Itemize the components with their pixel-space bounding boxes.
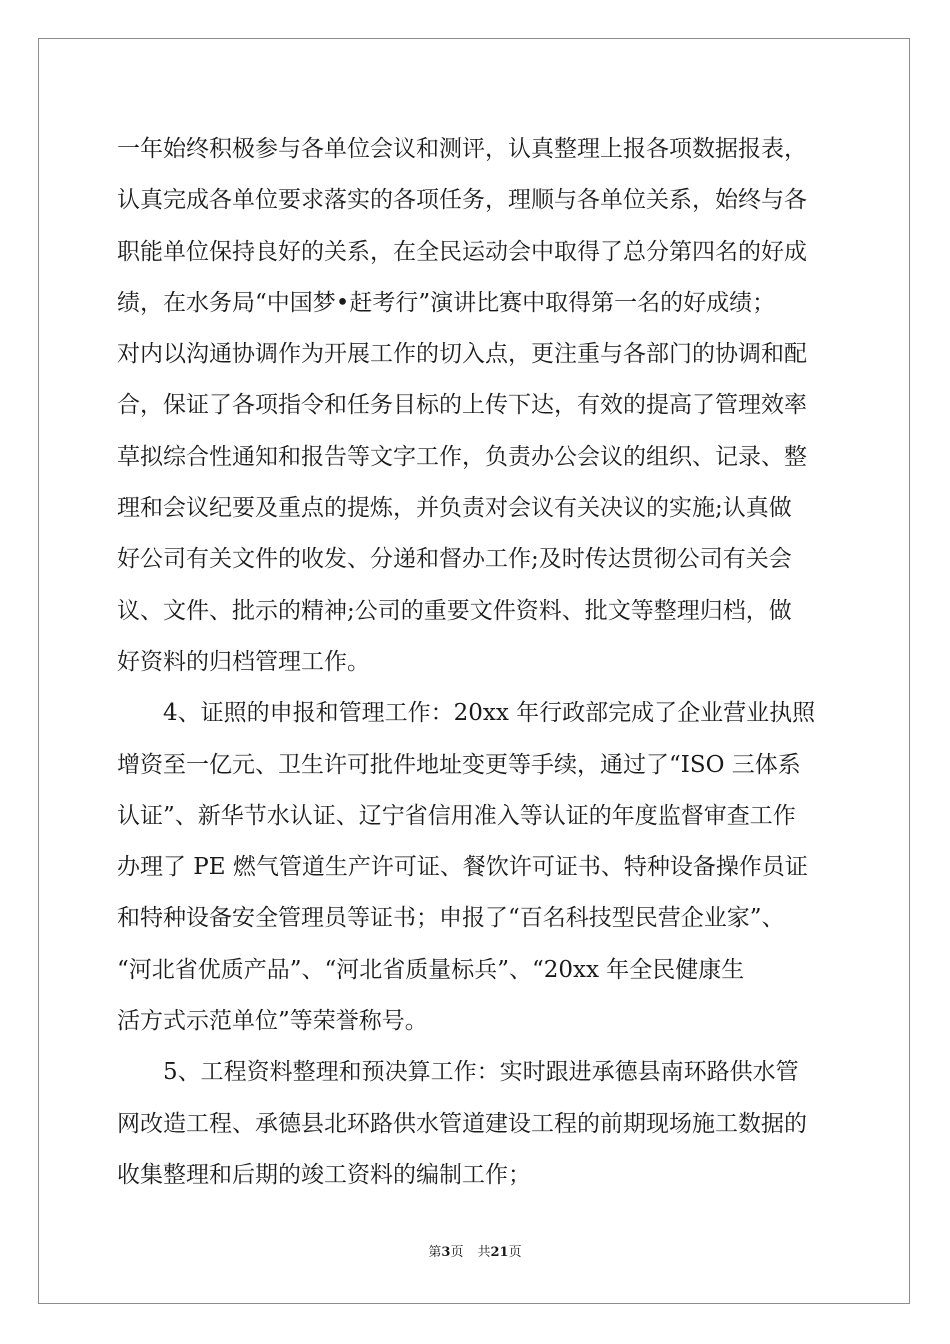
page-footer: [0, 1243, 950, 1263]
total-pages: 21: [490, 1245, 509, 1260]
total-suffix: 页: [508, 1245, 522, 1260]
text-line: “河北省优质产品”、“河北省质量标兵”、“20xx 年全民健康生: [117, 956, 745, 983]
text-line: 收集整理和后期的竣工资料的编制工作；: [117, 1161, 531, 1188]
text-line: 对内以沟通协调作为开展工作的切入点，更注重与各部门的协调和配: [117, 341, 807, 368]
text-line: 认证”、新华节水认证、辽宁省信用准入等认证的年度监督审查工作: [117, 802, 796, 829]
text-line: 理和会议纪要及重点的提炼，并负责对会议有关决议的实施;认真做: [117, 495, 792, 522]
total-prefix: 共: [477, 1245, 491, 1260]
text-line: 增资至一亿元、卫生许可批件地址变更等手续，通过了“ISO 三体系: [117, 751, 801, 778]
text-line: 网改造工程、承德县北环路供水管道建设工程的前期现场施工数据的: [117, 1110, 807, 1137]
paragraph-start-line: 4、证照的申报和管理工作：20xx 年行政部完成了企业营业执照: [163, 700, 816, 727]
text-line: 和特种设备安全管理员等证书；申报了“百名科技型民营企业家”、: [117, 905, 785, 932]
text-line: 好资料的归档管理工作。: [117, 648, 370, 675]
page-suffix: 页: [450, 1245, 464, 1260]
page-prefix: 第: [428, 1245, 442, 1260]
text-line: 好公司有关文件的收发、分递和督办工作;及时传达贯彻公司有关会: [117, 546, 792, 573]
paragraph-start-line: 5、工程资料整理和预决算工作：实时跟进承德县南环路供水管: [163, 1059, 799, 1086]
text-line: 职能单位保持良好的关系，在全民运动会中取得了总分第四名的好成: [117, 238, 807, 265]
text-line: 草拟综合性通知和报告等文字工作，负责办公会议的组织、记录、整: [117, 443, 807, 470]
text-line: 一年始终积极参与各单位会议和测评，认真整理上报各项数据报表，: [117, 136, 807, 162]
page-number: 3: [441, 1245, 451, 1260]
text-line: 绩，在水务局“中国梦•赶考行”演讲比赛中取得第一名的好成绩；: [117, 289, 776, 316]
document-body: [117, 124, 833, 1201]
text-line: 合，保证了各项指令和任务目标的上传下达，有效的提高了管理效率: [117, 392, 807, 419]
text-line: 活方式示范单位”等荣誉称号。: [117, 1008, 428, 1035]
text-line: 认真完成各单位要求落实的各项任务，理顺与各单位关系，始终与各: [117, 187, 807, 214]
text-line: 办理了 PE 燃气管道生产许可证、餐饮许可证书、特种设备操作员证: [117, 854, 808, 881]
text-line: 议、文件、批示的精神;公司的重要文件资料、批文等整理归档，做: [117, 597, 792, 624]
